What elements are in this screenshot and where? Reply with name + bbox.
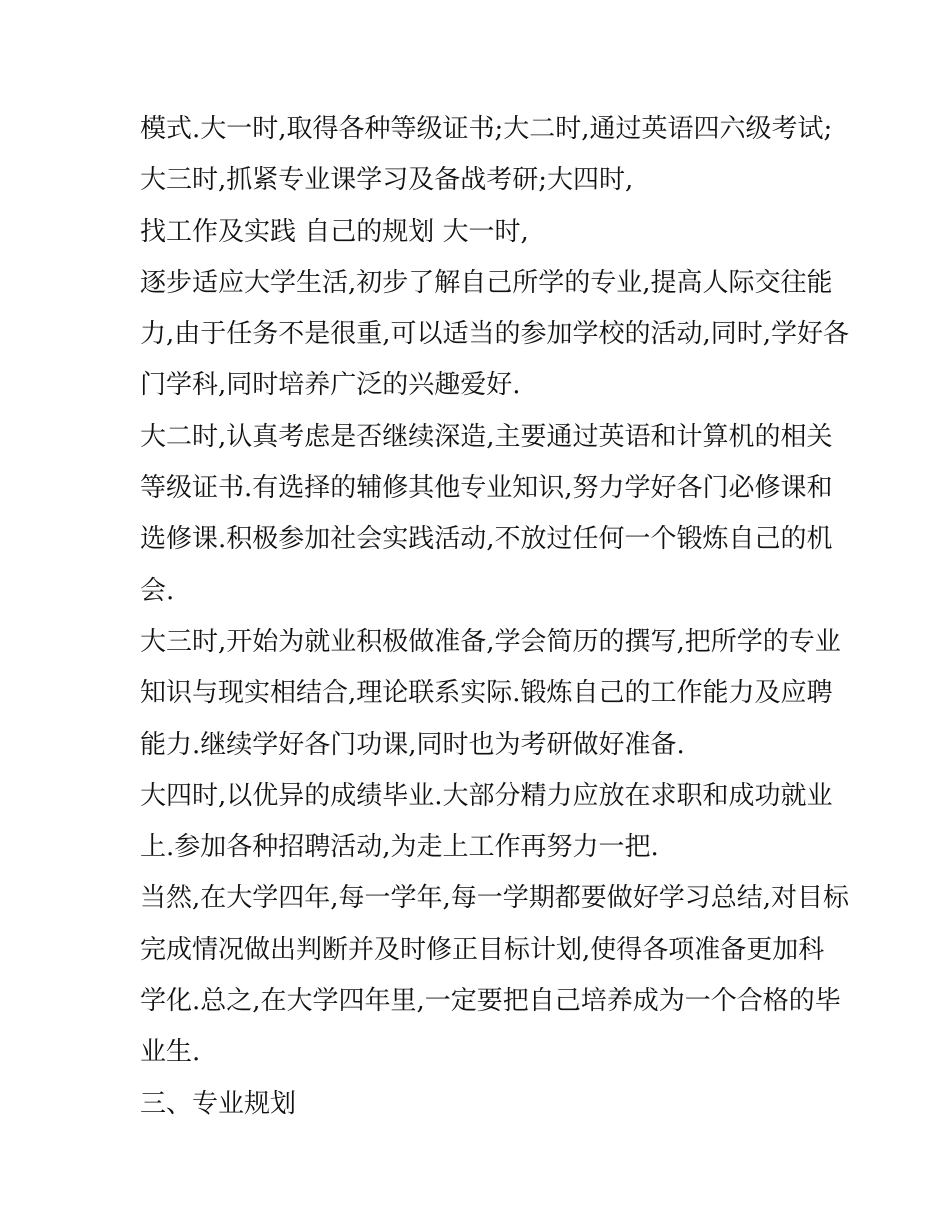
text-line: 大三时,抓紧专业课学习及备战考研;大四时, — [140, 165, 634, 196]
text-line: 知识与现实相结合,理论联系实际.锻炼自己的工作能力及应聘 — [140, 678, 833, 709]
text-line: 完成情况做出判断并及时修正目标计划,使得各项准备更加科 — [140, 934, 825, 965]
text-line: 大四时,以优异的成绩毕业.大部分精力应放在求职和成功就业 — [140, 780, 833, 811]
text-line: 力,由于任务不是很重,可以适当的参加学校的活动,同时,学好各 — [140, 319, 850, 350]
text-line: 找工作及实践 自己的规划 大一时, — [140, 216, 529, 247]
text-line: 业生. — [140, 1037, 201, 1068]
text-line: 学化.总之,在大学四年里,一定要把自己培养成为一个合格的毕 — [140, 986, 841, 1017]
section-heading: 三、专业规划 — [140, 1088, 297, 1119]
text-line: 逐步适应大学生活,初步了解自己所学的专业,提高人际交往能 — [140, 267, 833, 298]
text-line: 上.参加各种招聘活动,为走上工作再努力一把. — [140, 832, 659, 863]
text-line: 模式.大一时,取得各种等级证书;大二时,通过英语四六级考试; — [140, 114, 833, 144]
text-line: 能力.继续学好各门功课,同时也为考研做好准备. — [140, 729, 685, 760]
text-line: 会. — [140, 575, 175, 606]
document-body — [140, 104, 850, 1130]
text-line: 当然,在大学四年,每一学年,每一学期都要做好学习总结,对目标 — [140, 883, 850, 914]
text-line: 门学科,同时培养广泛的兴趣爱好. — [140, 370, 521, 401]
text-line: 选修课.积极参加社会实践活动,不放过任何一个锻炼自己的机 — [140, 524, 833, 555]
text-line: 大二时,认真考虑是否继续深造,主要通过英语和计算机的相关 — [140, 421, 833, 452]
text-line: 大三时,开始为就业积极做准备,学会简历的撰写,把所学的专业 — [140, 626, 841, 657]
text-line: 等级证书.有选择的辅修其他专业知识,努力学好各门必修课和 — [140, 473, 833, 504]
